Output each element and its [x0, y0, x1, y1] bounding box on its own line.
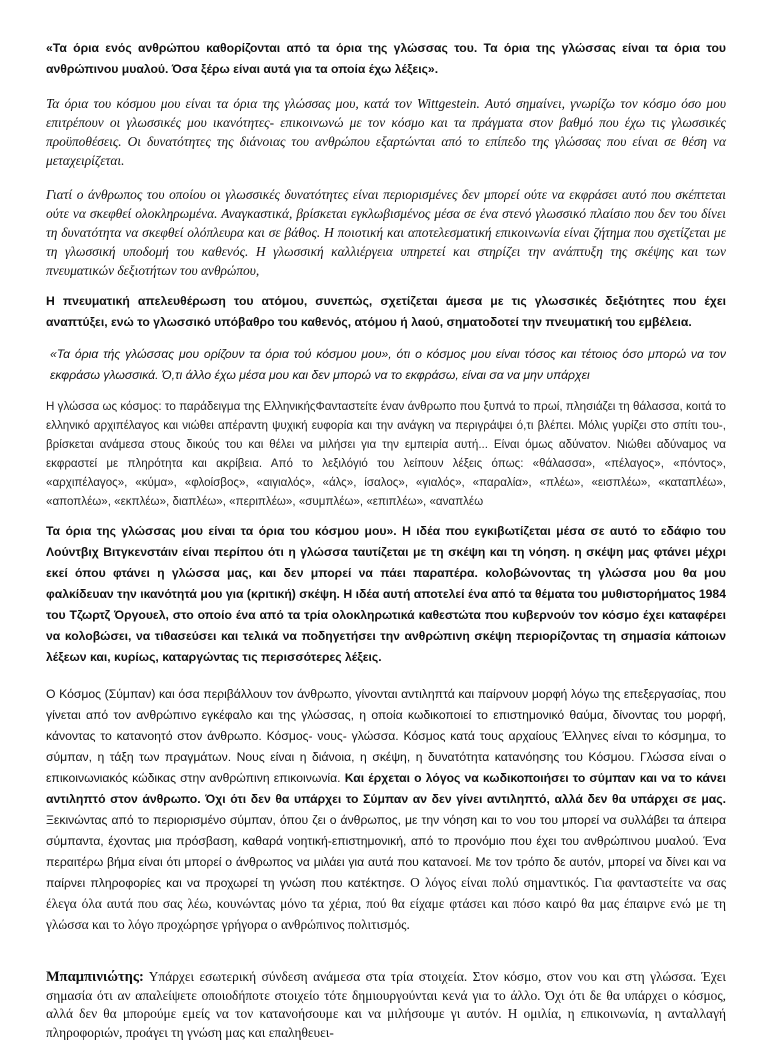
babiniotis-text: Υπάρχει εσωτερική σύνδεση ανάμεσα στα τρία στοιχεία. Στον κόσμο, στον νου και στη γλώσσα. Έχει σημασία ότι αν απαλείψετε οποιοδήποτε στοιχείο τότε δημιουργούνται κενά για το άλλο. Όχι ότι δε θα υπάρχει ο κόσμος, αλλά δεν θα μπορούμε εμείς να τον κατανοήσουμε και να μιλήσουμε γι αυτόν. Η ομιλία, η επικοινωνία, η ανταλλαγή πληροφοριών, προάγει τη γνώση μας και επαληθευει- — [46, 969, 726, 1040]
opening-quote-paragraph: «Τα όρια ενός ανθρώπου καθορίζονται από τα όρια της γλώσσας του. Τα όρια της γλώσσας είναι τα όρια του ανθρώπινου μυαλού. Όσα ξέρω είναι αυτά για τα οποία έχω λέξεις». — [46, 41, 726, 76]
cosmos-text: Ο Κόσμος (Σύμπαν) και όσα περιβάλλουν τον άνθρωπο, γίνονται αντιληπτά και παίρνουν μορφή λόγω της επεξεργασίας, που γίνεται από τον ανθρώπινο εγκέφαλο και της γλώσσας, η οποία κωδικοποιεί το επιστημονικό θαύμα, δίνοντας του μορφή, κάνοντας το κατανοητό στον άνθρωπο. Κόσμος- νους- γλώσσα. Κόσμος κατά τους αρχαίους Έλληνες είναι το κόσμημα, το σύμπαν, η τάξη των πραγμάτων. Νους είναι η διάνοια, η σκέψη, η δυνατότητα κατανόησης του Κόσμου. Γλώσσα είναι ο επικοινωνιακός κώδικας στην ανθρώπινη επικοινωνία. — [46, 687, 726, 785]
logos-bold-text: Και έρχεται ο λόγος να κωδικοποιήσει το σύμπαν και να το κάνει αντιληπτό στον άνθρωπο. Όχι ότι δεν θα υπάρχει το Σύμπαν αν δεν γίνει αντιληπτό, αλλά δεν θα υπάρχει σε μας. — [46, 771, 727, 806]
limited-language-paragraph: Γιατί ο άνθρωπος του οποίου οι γλωσσικές δυνατότητες είναι περιορισμένες δεν μπορεί ούτε να εκφράσει αυτό που σκέπτεται ούτε να σκεφθεί ολοκληρωμένα. Αναγκαστικά, βρίσκεται εγκλωβισμένος μέσα σε ένα στενό γλωσσικό πλαίσιο που δεν του δίνει τη δυνατότητα να σκεφθεί ολόπλευρα και σε βάθος. Η ποιοτική και αποτελεσματική επικοινωνία είναι ζήτημα που σχετίζεται με τη γλωσσική υποδομή του καθενός. Η γλωσσική καλλιέργεια υπηρετεί και στηρίζει την ανάπτυξη της σκέψης και των πνευματικών δεξιοτήτων του ανθρώπου, — [46, 187, 726, 278]
limits-quote-paragraph: «Τα όρια τής γλώσσας μου ορίζουν τα όρια τού κόσμου μου», ότι ο κόσμος μου είναι τόσος και τέτοιος όσο μπορώ να τον εκφράσω γλωσσικά. Ό,τι άλλο έχω μέσα μου και δεν μπορώ να το εκφράσω, είναι σα να μην υπάρχει — [50, 347, 726, 382]
intellectual-liberation-paragraph: Η πνευματική απελευθέρωση του ατόμου, συνεπώς, σχετίζεται άμεσα με τις γλωσσικές δεξιότητες που έχει αναπτύξει, ενώ το γλωσσικό υπόβαθρο του καθενός, ατόμου ή λαού, σηματοδοτεί την πνευματική του εμβέλεια. — [46, 294, 726, 329]
orwell-paragraph: Τα όρια της γλώσσας μου είναι τα όρια του κόσμου μου». Η ιδέα που εγκιβωτίζεται μέσα σε αυτό το εδάφιο του Λούντβιχ Βιτγκενστάιν είναι περίπου ότι η γλώσσα ταυτίζεται με τη σκέψη και τη νόηση. η σκέψη μας φτάνει μέχρι εκεί όπου φτάνει η γλώσσα μας, και δεν μπορεί να πάει παραπέρα. κολοβώνοντας τη γλώσσα μου θα μου φαλκίδευαν την ικανότητά μου για (κριτική) σκέψη. Η ιδέα αυτή αποτελεί ένα από τα θέματα του μυθιστορήματος 1984 του Τζωρτζ Όργουελ, στο οποίο ένα από τα τρία ολοκληρωτικά καθεστώτα που κυβερνούν τον κόσμο έχει καταφέρει να κολοβώσει, να τιθασεύσει και τελικά να ποδηγετήσει την ανθρώπινη σκέψη περιορίζοντας τη σημασία κάποιων λέξεων και, κυρίως, καταργώντας τις περισσότερες λέξεις. — [46, 524, 726, 664]
wittgenstein-paragraph: Τα όρια του κόσμου μου είναι τα όρια της γλώσσας μου, κατά τον Wittgestein. Αυτό σημαίνει, γνωρίζω τον κόσμο όσο μου επιτρέπουν οι γλωσσικές μου ικανότητες- επικοινωνώ με τον κόσμο και τα πράγματα στον βαθμό που έχω τις γλωσσικές προϋποθέσεις. Οι δυνατότητες της διάνοιας του ανθρώπου εξαρτώνται από το επίπεδο της γλώσσας που είναι σε θέση να μεταχειρίζεται. — [46, 96, 726, 168]
author-label: Μπαμπινιώτης: — [46, 969, 144, 985]
babiniotis-paragraph — [46, 968, 726, 1042]
document-page — [46, 38, 726, 1042]
greek-language-example-paragraph: Η γλώσσα ως κόσμος: το παράδειγμα της ΕλληνικήςΦανταστείτε έναν άνθρωπο που ξυπνά το πρωί, πλησιάζει τη θάλασσα, κοιτά το ελληνικό αρχιπέλαγος και νιώθει απέραντη ψυχική ευφορία και την ανάγκη να περιγράψει ό,τι βλέπει. Μόλις γυρίζει στο σπίτι του-, βρίσκεται ανάμεσα στους δικούς του και θέλει να μιλήσει για την εμπειρία αυτή... Είναι όμως αδύνατον. Νιώθει αδύναμος να εκφραστεί με πληρότητα και ακρίβεια. Από το λεξιλόγιό του λείπουν λέξεις όπως: «θάλασσα», «πέλαγος», «πόντος», «αρχιπέλαγος», «κύμα», «φλοίσβος», «αιγιαλός», «άλς», ίσαλος», «γιαλός», «παραλία», «πλέω», «εισπλέω», «καταπλέω», «αποπλέω», «εκπλέω», διαπλέω», «περιπλέω», «συμπλέω», «επιπλέω», «αναπλέω — [46, 400, 726, 508]
cosmos-mind-language-paragraph — [46, 684, 726, 936]
speech-importance-text: Ο λόγος είναι πολύ σημαντικός. Για φανταστείτε να σας έλεγα όλα αυτά που σας λέω, κουνώντας μόνο τα χέρια, πού θα είχαμε φτάσει και πόσο καιρό θα μας έπαιρνε ενώ με τη γλώσσα και το λόγο προχώρησε γρήγορα ο ανθρώπινος πολιτισμός. — [46, 875, 726, 932]
universe-text: Ξεκινώντας από το περιορισμένο σύμπαν, όπου ζει ο άνθρωπος, με την νόηση και το νου του μπορεί να συλλάβει τα άπειρα σύμπαντα, έχοντας μια πρόσβαση, καθαρά νοητική-επιστημονική, από το προνόμιο που έχει του ανθρώπινου μυαλού. Ένα περαιτέρω βήμα είναι ότι μπορεί ο άνθρωπος να μιλάει για αυτά που κατανοεί. Με τον τρόπο δε αυτόν, μπορεί να δίνει και να παίρνει πληροφορίες και να προχωρεί τη γνώση που κατέκτησε. — [46, 813, 726, 890]
